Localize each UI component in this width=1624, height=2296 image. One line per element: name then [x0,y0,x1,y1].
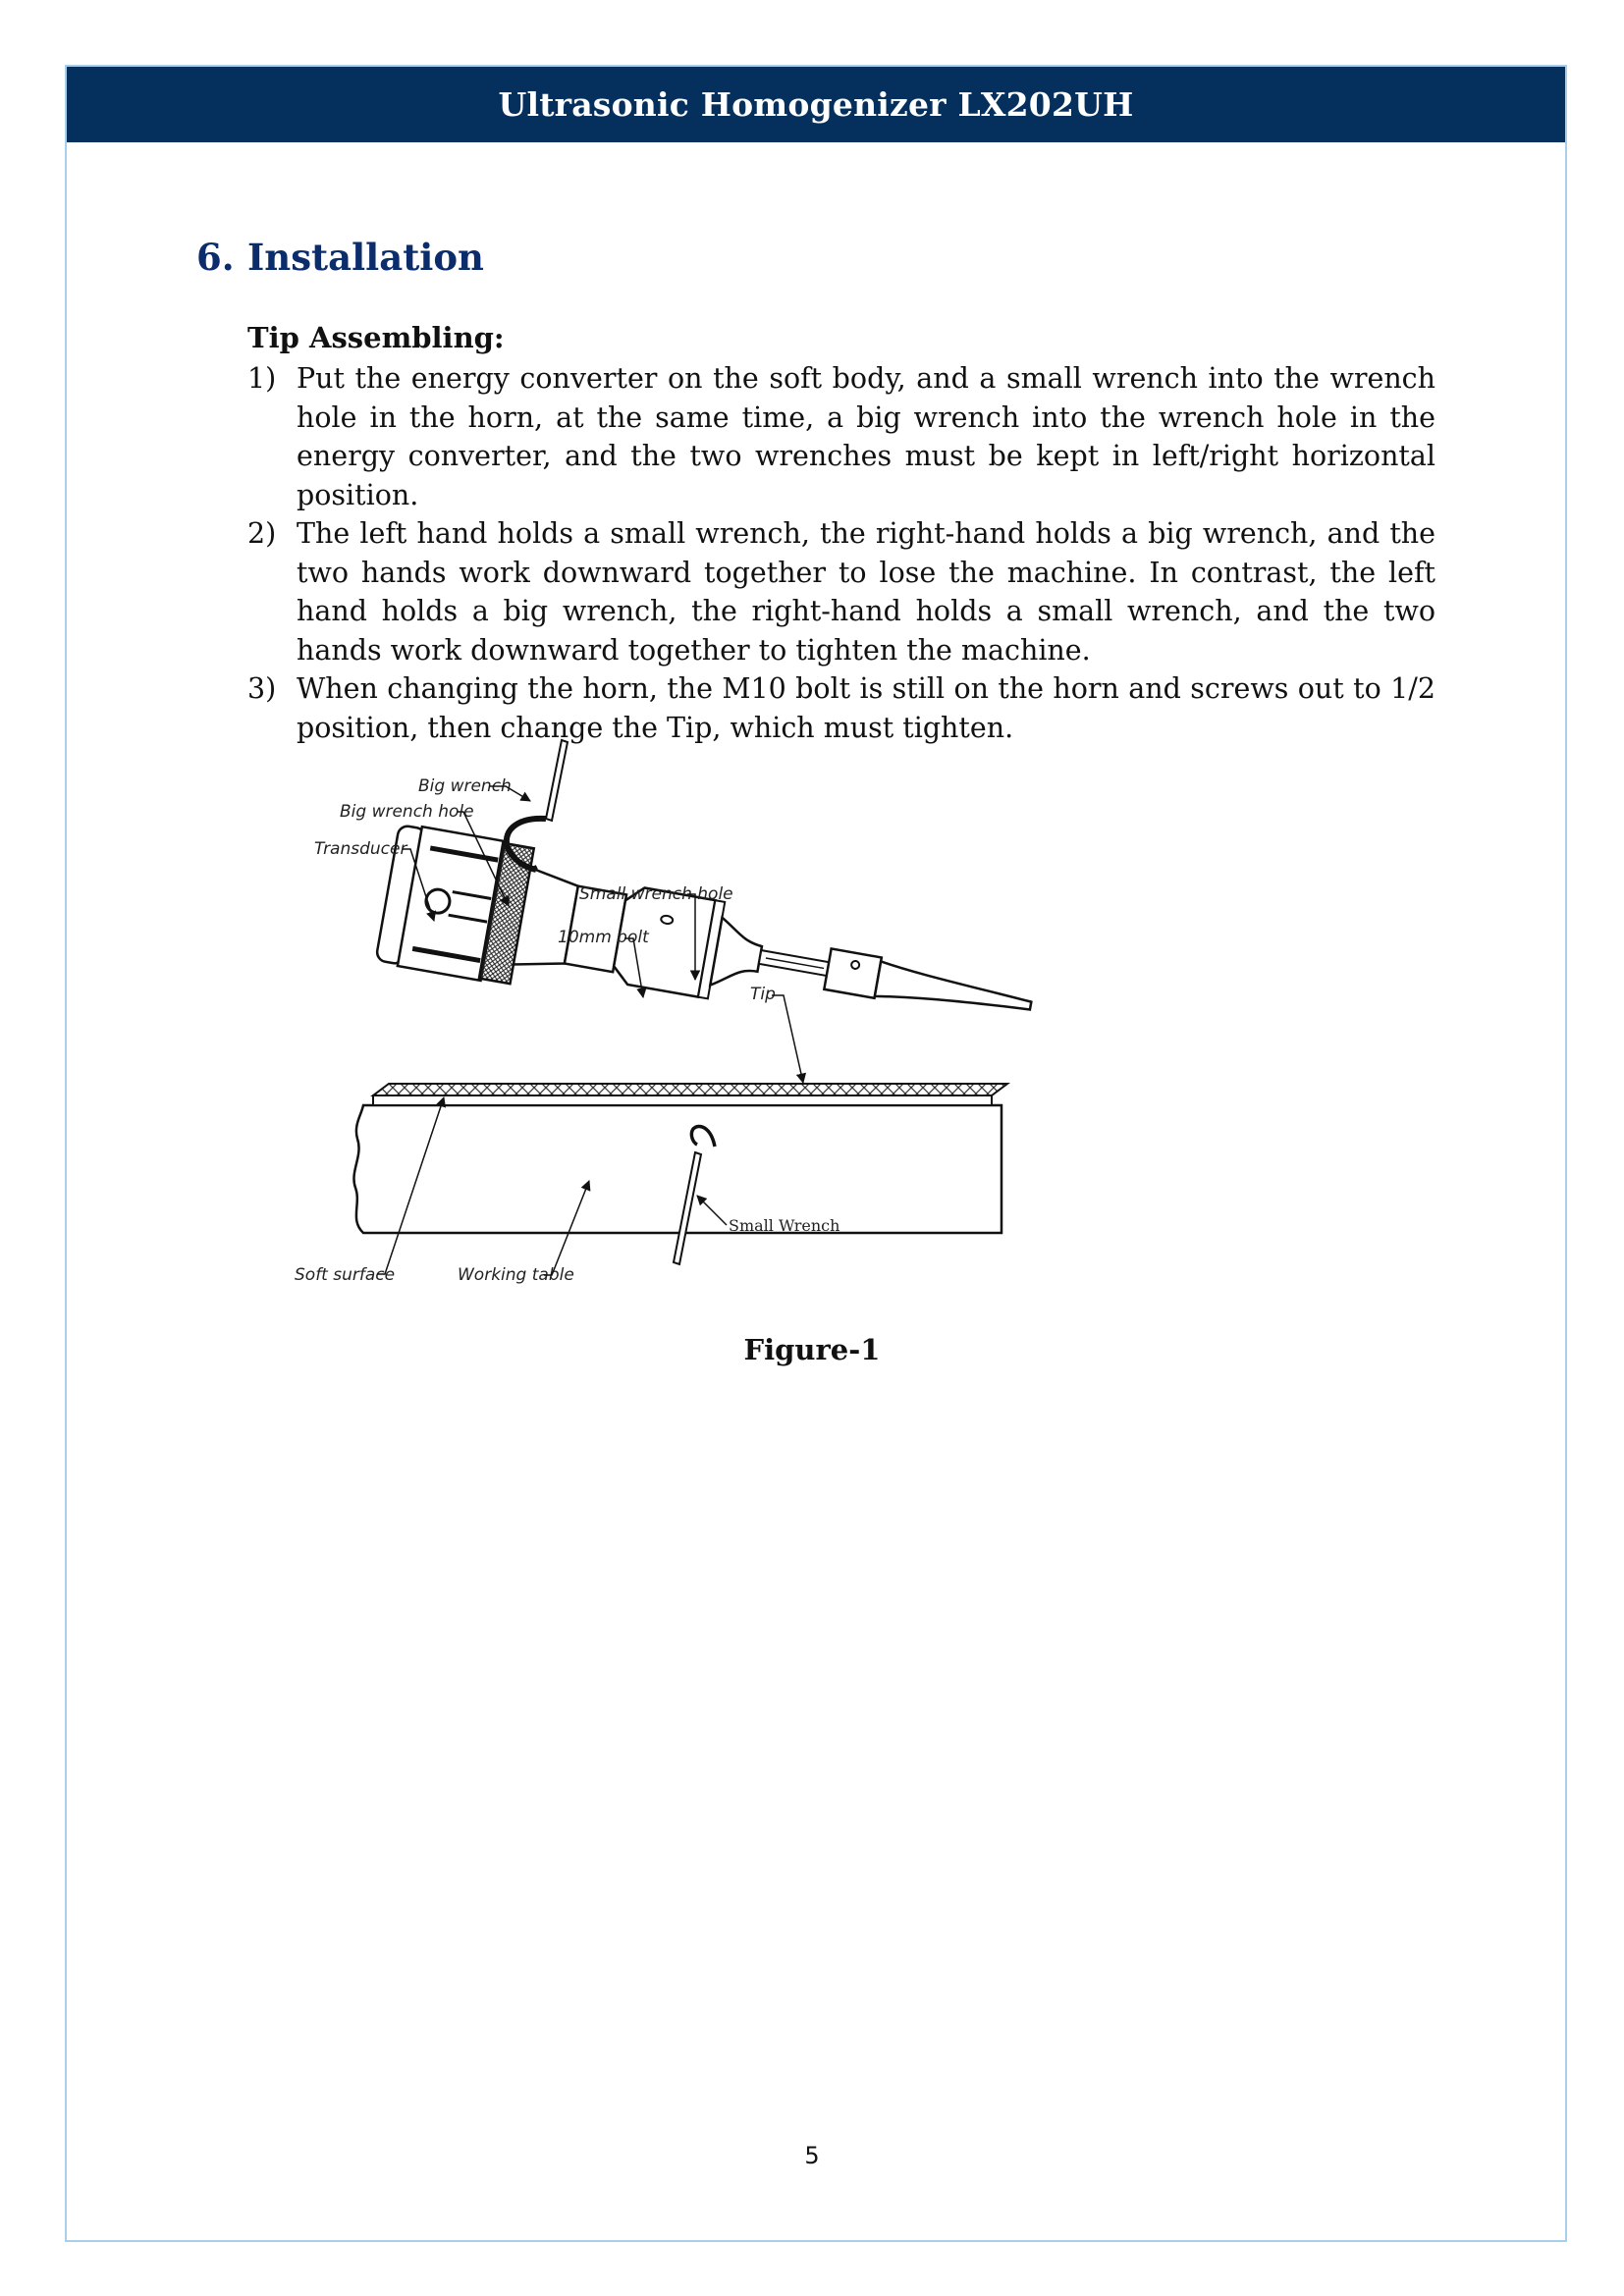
label-big-wrench: Big wrench [418,776,512,796]
document-header [67,67,1565,142]
label-soft-surface: Soft surface [295,1265,396,1285]
list-item-text: When changing the horn, the M10 bolt is still on the horn and screws out to 1/2 position, then change the Tip, which must tighten. [297,672,1435,744]
assembly-figure [295,734,1296,1294]
label-transducer: Transducer [314,839,407,859]
steps-list [247,359,1435,747]
label-tip: Tip [750,985,776,1004]
list-marker: 3) [247,672,277,705]
section-title: Installation [247,236,484,279]
page-number: 5 [804,2142,820,2169]
list-marker: 1) [247,362,277,395]
transducer-assembly [375,823,1043,1075]
list-marker: 2) [247,517,277,550]
label-small-wrench-hole: Small wrench hole [579,884,733,904]
list-item [247,359,1435,514]
figure-caption: Figure-1 [743,1333,881,1366]
list-item-text: The left hand holds a small wrench, the right-hand holds a big wrench, and the two hands work downward together to lose the machine. In contrast, the left hand holds a big wrench, the right-hand holds a small wrench, and the two hands work downward together to tighten the machine. [297,517,1435,667]
label-big-wrench-hole: Big wrench hole [340,802,474,822]
section-heading [196,236,484,279]
label-bolt: 10mm bolt [558,928,649,947]
subheading: Tip Assembling: [247,321,505,354]
header-title: Ultrasonic Homogenizer LX202UH [498,85,1134,124]
working-table [353,1105,1001,1233]
soft-surface [373,1084,1007,1105]
label-working-table: Working table [458,1265,574,1285]
assembly-diagram [295,734,1296,1294]
list-item-text: Put the energy converter on the soft body, and a small wrench into the wrench hole in the horn, at the same time, a big wrench into the wrench hole in the energy converter, and the two wrenches must be kept in left/right horizontal position. [297,362,1435,511]
section-number: 6. [196,236,235,279]
label-small-wrench: Small Wrench [729,1216,840,1235]
list-item [247,514,1435,669]
